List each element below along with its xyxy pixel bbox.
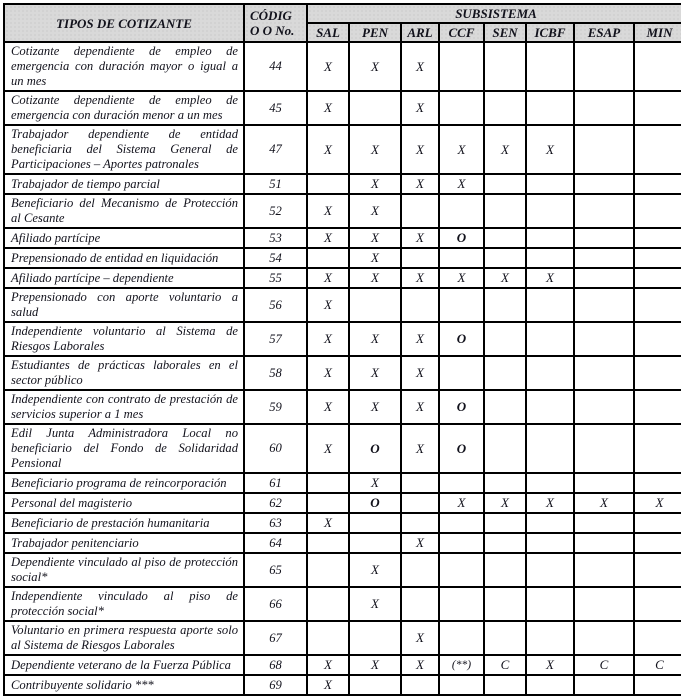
codigo-cell: 65: [244, 553, 307, 587]
mark-cell-pen: X: [349, 268, 401, 288]
mark-cell-esap: C: [574, 655, 634, 675]
mark-cell-arl: [401, 553, 439, 587]
mark-cell-ccf: [439, 513, 484, 533]
mark-cell-esap: [574, 424, 634, 473]
mark-cell-pen: X: [349, 125, 401, 174]
table-row: [4, 655, 681, 675]
mark-cell-pen: [349, 675, 401, 695]
mark-cell-pen: [349, 533, 401, 553]
subsystem-header-esap: ESAP: [574, 23, 634, 42]
table-row: [4, 194, 681, 228]
tipo-cell: Prepensionado con aporte voluntario a salud: [4, 288, 244, 322]
mark-cell-pen: X: [349, 553, 401, 587]
mark-cell-arl: [401, 587, 439, 621]
mark-cell-ccf: X: [439, 125, 484, 174]
mark-cell-esap: [574, 553, 634, 587]
mark-cell-esap: [574, 91, 634, 125]
mark-cell-esap: X: [574, 493, 634, 513]
mark-cell-icbf: [526, 174, 574, 194]
mark-cell-esap: [574, 288, 634, 322]
mark-cell-pen: [349, 513, 401, 533]
codigo-cell: 61: [244, 473, 307, 493]
mark-cell-esap: [574, 513, 634, 533]
tipo-cell: Prepensionado de entidad en liquidación: [4, 248, 244, 268]
mark-cell-sal: X: [307, 513, 349, 533]
mark-cell-min: C: [634, 655, 681, 675]
table-row: [4, 268, 681, 288]
mark-cell-sal: X: [307, 228, 349, 248]
mark-cell-pen: [349, 621, 401, 655]
mark-cell-sen: C: [484, 655, 526, 675]
mark-cell-sen: [484, 322, 526, 356]
mark-cell-arl: X: [401, 268, 439, 288]
mark-cell-ccf: (**): [439, 655, 484, 675]
mark-cell-ccf: X: [439, 493, 484, 513]
codigo-header: [244, 4, 307, 42]
mark-cell-sal: X: [307, 194, 349, 228]
mark-cell-sal: X: [307, 42, 349, 91]
codigo-cell: 67: [244, 621, 307, 655]
subsystem-header-pen: PEN: [349, 23, 401, 42]
mark-cell-sen: X: [484, 125, 526, 174]
table-row: [4, 553, 681, 587]
mark-cell-esap: [574, 587, 634, 621]
codigo-cell: 64: [244, 533, 307, 553]
mark-cell-pen: X: [349, 390, 401, 424]
mark-cell-arl: [401, 473, 439, 493]
mark-cell-pen: X: [349, 322, 401, 356]
table-row: [4, 473, 681, 493]
mark-cell-esap: [574, 228, 634, 248]
mark-cell-ccf: [439, 675, 484, 695]
mark-cell-min: [634, 194, 681, 228]
mark-cell-sen: [484, 356, 526, 390]
mark-cell-icbf: [526, 675, 574, 695]
mark-cell-esap: [574, 533, 634, 553]
mark-cell-arl: X: [401, 228, 439, 248]
mark-cell-ccf: [439, 356, 484, 390]
mark-cell-sal: X: [307, 655, 349, 675]
mark-cell-sen: [484, 587, 526, 621]
mark-cell-icbf: [526, 424, 574, 473]
mark-cell-sal: [307, 533, 349, 553]
subsystem-header-min: MIN: [634, 23, 681, 42]
mark-cell-pen: X: [349, 42, 401, 91]
table-row: [4, 533, 681, 553]
mark-cell-ccf: [439, 553, 484, 587]
mark-cell-ccf: [439, 473, 484, 493]
mark-cell-pen: X: [349, 587, 401, 621]
mark-cell-icbf: [526, 228, 574, 248]
table-row: [4, 248, 681, 268]
tipo-cell: Beneficiario de prestación humanitaria: [4, 513, 244, 533]
mark-cell-ccf: [439, 288, 484, 322]
mark-cell-esap: [574, 248, 634, 268]
tipo-cell: Dependiente veterano de la Fuerza Pública: [4, 655, 244, 675]
mark-cell-sen: [484, 533, 526, 553]
mark-cell-arl: X: [401, 174, 439, 194]
mark-cell-min: [634, 675, 681, 695]
mark-cell-esap: [574, 194, 634, 228]
mark-cell-icbf: [526, 248, 574, 268]
codigo-cell: 51: [244, 174, 307, 194]
mark-cell-sal: [307, 174, 349, 194]
mark-cell-sen: [484, 228, 526, 248]
table-row: [4, 621, 681, 655]
tipo-cell: Voluntario en primera respuesta aporte solo al Sistema de Riesgos Laborales: [4, 621, 244, 655]
mark-cell-min: [634, 125, 681, 174]
tipo-cell: Afiliado partícipe: [4, 228, 244, 248]
mark-cell-icbf: [526, 390, 574, 424]
mark-cell-pen: O: [349, 493, 401, 513]
mark-cell-min: [634, 473, 681, 493]
mark-cell-esap: [574, 268, 634, 288]
mark-cell-sal: X: [307, 424, 349, 473]
mark-cell-sal: X: [307, 91, 349, 125]
table-row: [4, 228, 681, 248]
mark-cell-arl: X: [401, 533, 439, 553]
tipo-cell: Afiliado partícipe – dependiente: [4, 268, 244, 288]
table-row: [4, 91, 681, 125]
mark-cell-icbf: X: [526, 268, 574, 288]
mark-cell-ccf: [439, 248, 484, 268]
mark-cell-arl: X: [401, 424, 439, 473]
mark-cell-sal: X: [307, 356, 349, 390]
table-row: [4, 424, 681, 473]
subsystem-header-icbf: ICBF: [526, 23, 574, 42]
mark-cell-icbf: X: [526, 493, 574, 513]
mark-cell-arl: [401, 194, 439, 228]
table-row: [4, 174, 681, 194]
table-row: [4, 42, 681, 91]
table-row: [4, 390, 681, 424]
mark-cell-min: [634, 248, 681, 268]
mark-cell-esap: [574, 390, 634, 424]
mark-cell-ccf: X: [439, 268, 484, 288]
mark-cell-sal: X: [307, 288, 349, 322]
mark-cell-sal: X: [307, 125, 349, 174]
tipo-cell: Estudiantes de prácticas laborales en el sector público: [4, 356, 244, 390]
mark-cell-arl: X: [401, 356, 439, 390]
mark-cell-min: [634, 553, 681, 587]
mark-cell-ccf: [439, 91, 484, 125]
table-row: [4, 675, 681, 695]
mark-cell-min: X: [634, 493, 681, 513]
mark-cell-sal: X: [307, 390, 349, 424]
codigo-cell: 55: [244, 268, 307, 288]
mark-cell-sen: [484, 473, 526, 493]
mark-cell-esap: [574, 42, 634, 91]
mark-cell-sen: [484, 513, 526, 533]
mark-cell-min: [634, 424, 681, 473]
mark-cell-pen: X: [349, 473, 401, 493]
mark-cell-sen: [484, 553, 526, 587]
mark-cell-arl: X: [401, 125, 439, 174]
mark-cell-pen: [349, 288, 401, 322]
mark-cell-sen: [484, 42, 526, 91]
tipo-cell: Independiente voluntario al Sistema de Riesgos Laborales: [4, 322, 244, 356]
codigo-cell: 44: [244, 42, 307, 91]
mark-cell-icbf: X: [526, 125, 574, 174]
subsystem-header-arl: ARL: [401, 23, 439, 42]
mark-cell-arl: [401, 675, 439, 695]
mark-cell-esap: [574, 675, 634, 695]
mark-cell-ccf: O: [439, 390, 484, 424]
mark-cell-sen: X: [484, 268, 526, 288]
codigo-header-line1: CÓDIG: [250, 8, 292, 23]
mark-cell-ccf: O: [439, 322, 484, 356]
tipo-cell: Cotizante dependiente de empleo de emergencia con duración menor a un mes: [4, 91, 244, 125]
mark-cell-esap: [574, 125, 634, 174]
mark-cell-sen: [484, 194, 526, 228]
mark-cell-ccf: O: [439, 228, 484, 248]
mark-cell-min: [634, 621, 681, 655]
mark-cell-sen: [484, 248, 526, 268]
mark-cell-icbf: [526, 42, 574, 91]
table-header: [4, 4, 681, 42]
codigo-cell: 68: [244, 655, 307, 675]
mark-cell-arl: X: [401, 322, 439, 356]
mark-cell-ccf: [439, 587, 484, 621]
mark-cell-min: [634, 174, 681, 194]
mark-cell-ccf: [439, 42, 484, 91]
mark-cell-min: [634, 288, 681, 322]
mark-cell-arl: X: [401, 91, 439, 125]
mark-cell-min: [634, 42, 681, 91]
mark-cell-arl: [401, 513, 439, 533]
mark-cell-pen: O: [349, 424, 401, 473]
mark-cell-min: [634, 587, 681, 621]
mark-cell-sen: [484, 390, 526, 424]
tipo-cell: Independiente con contrato de prestación de servicios superior a 1 mes: [4, 390, 244, 424]
mark-cell-ccf: [439, 533, 484, 553]
codigo-cell: 57: [244, 322, 307, 356]
tipo-cell: Trabajador dependiente de entidad beneficiaria del Sistema General de Participaciones – Aportes patronales: [4, 125, 244, 174]
tipo-cell: Cotizante dependiente de empleo de emergencia con duración mayor o igual a un mes: [4, 42, 244, 91]
mark-cell-icbf: [526, 322, 574, 356]
mark-cell-pen: X: [349, 248, 401, 268]
table-row: [4, 587, 681, 621]
table-row: [4, 493, 681, 513]
mark-cell-icbf: [526, 91, 574, 125]
subsystem-header-sen: SEN: [484, 23, 526, 42]
mark-cell-ccf: X: [439, 174, 484, 194]
mark-cell-ccf: O: [439, 424, 484, 473]
mark-cell-arl: X: [401, 621, 439, 655]
codigo-header-line2: O O No.: [250, 23, 295, 38]
mark-cell-pen: X: [349, 228, 401, 248]
mark-cell-icbf: [526, 553, 574, 587]
tipo-cell: Beneficiario del Mecanismo de Protección al Cesante: [4, 194, 244, 228]
mark-cell-icbf: [526, 356, 574, 390]
mark-cell-sen: [484, 621, 526, 655]
mark-cell-min: [634, 268, 681, 288]
mark-cell-icbf: X: [526, 655, 574, 675]
mark-cell-icbf: [526, 621, 574, 655]
mark-cell-min: [634, 533, 681, 553]
mark-cell-sen: [484, 424, 526, 473]
mark-cell-min: [634, 91, 681, 125]
codigo-cell: 69: [244, 675, 307, 695]
table-row: [4, 322, 681, 356]
mark-cell-sal: X: [307, 268, 349, 288]
codigo-cell: 66: [244, 587, 307, 621]
mark-cell-icbf: [526, 587, 574, 621]
mark-cell-sen: X: [484, 493, 526, 513]
subsystem-header-sal: SAL: [307, 23, 349, 42]
subsystem-header-ccf: CCF: [439, 23, 484, 42]
mark-cell-sal: X: [307, 675, 349, 695]
table-row: [4, 125, 681, 174]
mark-cell-arl: X: [401, 390, 439, 424]
mark-cell-pen: X: [349, 174, 401, 194]
mark-cell-arl: X: [401, 655, 439, 675]
mark-cell-icbf: [526, 533, 574, 553]
mark-cell-esap: [574, 621, 634, 655]
mark-cell-sen: [484, 675, 526, 695]
mark-cell-min: [634, 228, 681, 248]
codigo-cell: 60: [244, 424, 307, 473]
mark-cell-sal: [307, 248, 349, 268]
table-row: [4, 288, 681, 322]
mark-cell-sal: [307, 587, 349, 621]
mark-cell-min: [634, 356, 681, 390]
mark-cell-ccf: [439, 621, 484, 655]
mark-cell-icbf: [526, 473, 574, 493]
tipo-cell: Edil Junta Administradora Local no beneficiario del Fondo de Solidaridad Pensional: [4, 424, 244, 473]
table-body: [4, 42, 681, 695]
mark-cell-min: [634, 390, 681, 424]
tipo-cell: Trabajador penitenciario: [4, 533, 244, 553]
table-row: [4, 356, 681, 390]
mark-cell-esap: [574, 322, 634, 356]
mark-cell-sal: [307, 473, 349, 493]
mark-cell-ccf: [439, 194, 484, 228]
tipo-cell: Contribuyente solidario ***: [4, 675, 244, 695]
mark-cell-arl: [401, 288, 439, 322]
mark-cell-sal: X: [307, 322, 349, 356]
mark-cell-pen: [349, 91, 401, 125]
codigo-cell: 59: [244, 390, 307, 424]
mark-cell-pen: X: [349, 655, 401, 675]
tipos-de-cotizante-header: TIPOS DE COTIZANTE: [4, 4, 244, 42]
mark-cell-icbf: [526, 194, 574, 228]
tipo-cell: Dependiente vinculado al piso de protección social*: [4, 553, 244, 587]
codigo-cell: 58: [244, 356, 307, 390]
mark-cell-icbf: [526, 288, 574, 322]
mark-cell-pen: X: [349, 356, 401, 390]
codigo-cell: 47: [244, 125, 307, 174]
mark-cell-min: [634, 513, 681, 533]
mark-cell-sen: [484, 91, 526, 125]
mark-cell-sen: [484, 288, 526, 322]
mark-cell-sal: [307, 621, 349, 655]
codigo-cell: 62: [244, 493, 307, 513]
codigo-cell: 53: [244, 228, 307, 248]
mark-cell-sen: [484, 174, 526, 194]
codigo-cell: 63: [244, 513, 307, 533]
mark-cell-arl: [401, 248, 439, 268]
mark-cell-pen: X: [349, 194, 401, 228]
mark-cell-min: [634, 322, 681, 356]
mark-cell-arl: [401, 493, 439, 513]
codigo-cell: 45: [244, 91, 307, 125]
tipo-cell: Trabajador de tiempo parcial: [4, 174, 244, 194]
mark-cell-esap: [574, 356, 634, 390]
tipo-cell: Personal del magisterio: [4, 493, 244, 513]
mark-cell-icbf: [526, 513, 574, 533]
cotizantes-table: [3, 3, 681, 696]
tipo-cell: Beneficiario programa de reincorporación: [4, 473, 244, 493]
codigo-cell: 52: [244, 194, 307, 228]
mark-cell-esap: [574, 174, 634, 194]
mark-cell-sal: [307, 553, 349, 587]
tipo-cell: Independiente vinculado al piso de protección social*: [4, 587, 244, 621]
subsistema-group-header: SUBSISTEMA: [307, 4, 681, 23]
table-row: [4, 513, 681, 533]
codigo-cell: 56: [244, 288, 307, 322]
mark-cell-arl: X: [401, 42, 439, 91]
codigo-cell: 54: [244, 248, 307, 268]
mark-cell-sal: [307, 493, 349, 513]
mark-cell-esap: [574, 473, 634, 493]
